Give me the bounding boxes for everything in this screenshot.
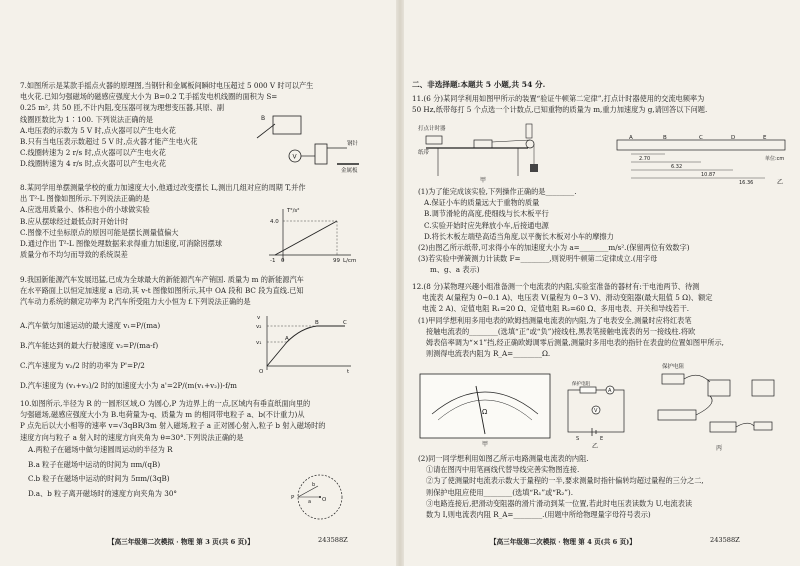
- question-11: [412, 93, 707, 115]
- q9-option-d: D.汽车速度为 (v₁+v₂)/2 时的加速度大小为 a'=2P/(m(v₁+v₂))-f/m: [20, 381, 237, 390]
- q9-options: [20, 316, 237, 396]
- b-label: B: [261, 115, 266, 122]
- dim-ad: 10.87: [701, 172, 716, 178]
- v-label: v: [257, 315, 261, 321]
- t-label: t: [347, 369, 350, 375]
- tick-99: 99: [333, 258, 340, 264]
- crank: [257, 124, 275, 138]
- meter-case: [420, 374, 550, 438]
- q12-line: 电流 2 A)、定值电阻 R₁=20 Ω、定值电阻 R₂=60 Ω、多用电表、开关和导线若干.: [422, 304, 690, 314]
- q9-option-c: C.汽车速度为 v₂/2 时的功率为 P'=P/2: [20, 361, 145, 370]
- cart: [474, 140, 492, 148]
- protect-label: 保护电阻: [572, 382, 590, 387]
- q9-line: 汽车动力系统的额定功率为 P,汽车所受阻力大小恒为 f.下列说法正确的是: [20, 297, 251, 307]
- voltmeter-label: V: [292, 153, 297, 161]
- q7-line: 7.如图所示是某款手摇点火器的原理图,当钢针和金属板间瞬时电压超过 5 000 V 时可以产生: [20, 81, 314, 90]
- q10-line: 10.如图所示,半径为 R 的一圆形区域,O 为圆心,P 为边界上的一点,区域内有垂直纸面向里的: [20, 399, 311, 408]
- generator-coil: [273, 116, 301, 134]
- resistor-box: [662, 374, 684, 384]
- q12-part-1: (1)甲同学想利用多用电表的欧姆挡测量电流表的内阻,为了电表安全,测量时应将红表笔: [418, 315, 692, 325]
- point-b: B: [315, 320, 319, 326]
- unit-label: 单位:cm: [765, 156, 785, 162]
- q10-line: P 点先后以大小相等的速率 v=√3qBR/3m 射入磁场,粒子 a 正对圆心射入,粒子 b 射入磁场时的: [20, 421, 326, 431]
- q12-part-2-c: ③电路连接后,把滑动变阻器的滑片滑动到某一位置,若此时电压表读数为 U,电流表读: [426, 498, 693, 508]
- fig-yi: 乙: [592, 443, 599, 450]
- igniter-circuit-diagram: [255, 112, 365, 172]
- q8-line: 8.某同学用单摆测量学校的重力加速度大小,他通过改变摆长 L,测出几组对应的周期 T,并作: [20, 183, 306, 192]
- fig-yi: 乙: [777, 179, 784, 186]
- q12-line: 姆表倍率调为“×1”挡,经正确欧姆调零后测量,测量时多用电表的指针在表盘的位置如图甲所示,: [426, 338, 724, 348]
- q11-part-1: (1)为了能完成该实验,下列操作正确的是________.: [418, 187, 577, 196]
- q10-option-a: A.两粒子在磁场中做匀速圆周运动的半径为 R: [28, 445, 173, 454]
- footer-text: 【高三年级第二次模拟 · 物理 第 3 页(共 6 页)】: [108, 538, 254, 546]
- point-c: C: [343, 320, 347, 326]
- q11-part-2: (2)由图乙所示纸带,可求得小车的加速度大小为 a=________m/s².(保留两位有效数字): [418, 243, 690, 253]
- q10-options: [28, 443, 177, 501]
- q12-part-2-b-cont: 则保护电阻应使用________(选填“R₁”或“R₂”).: [426, 487, 573, 497]
- tick-0: 0: [281, 258, 285, 264]
- q12-part-2: [418, 453, 704, 520]
- pt-a: A: [629, 135, 633, 141]
- right-footer: [490, 536, 636, 546]
- v-t-graph: [255, 312, 355, 374]
- q12-line: 接触电流表的________(选填“正”或“负”)接线柱,黑表笔接触电流表的另一接线柱.将欧: [426, 326, 696, 336]
- pulley: [526, 140, 534, 148]
- question-9: [20, 274, 304, 308]
- physical-wiring-figure: [648, 360, 793, 452]
- q7-option-d: D.线圈转速为 4 r/s 时,点火器可以产生电火花: [20, 159, 167, 169]
- ohmmeter-dial-figure: [420, 374, 552, 446]
- origin: O: [259, 369, 264, 375]
- fig-bing: 丙: [716, 445, 723, 452]
- pt-b: B: [663, 135, 667, 141]
- data-line: [275, 221, 337, 255]
- fig-jia: 甲: [482, 441, 489, 448]
- meter-v: [752, 380, 774, 396]
- q7-option-b: B.只有当电压表示数超过 5 V 时,点火器才能产生电火花: [20, 137, 198, 147]
- tick-neg1: -1: [270, 258, 276, 264]
- q10-line: 速度方向与粒子 a 射入时的速度方向夹角为 θ=30°.下列说法正确的是: [20, 432, 244, 442]
- tape-label: 纸带: [418, 150, 430, 156]
- x-axis-label: L/cm: [343, 258, 357, 264]
- tick-4: 4.0: [270, 219, 279, 225]
- section-title: 二、非选择题:本题共 5 小题,共 54 分.: [412, 80, 546, 89]
- q12-part-2-title: (2)同一同学想利用如图乙所示电路测量电流表的内阻.: [418, 454, 589, 463]
- v-curve: [267, 326, 345, 366]
- paper-tape-figure: [615, 136, 795, 184]
- s-label: S: [576, 436, 580, 442]
- q8-option-d-cont: 质量分布不均匀而导致的系统误差: [20, 250, 128, 260]
- v2-label: v₂: [256, 324, 262, 330]
- q8-option-c: C.图像不过坐标原点的原因可能是摆长测量值偏大: [20, 227, 179, 237]
- q12-part-2-b: ②为了使测量时电流表示数大于量程的一半,要求测量时指针偏转均超过量程的三分之二,: [426, 476, 704, 486]
- pt-e: E: [763, 135, 767, 141]
- spring-scale: [526, 124, 532, 138]
- q11-line: 50 Hz,纸带每打 5 个点选一个计数点,已知重物的质量为 m,重力加速度为 g,请回答以下问题.: [412, 105, 708, 115]
- tape: [617, 140, 785, 150]
- right-footer-code: 243588Z: [710, 536, 740, 544]
- label-b: b: [312, 482, 316, 488]
- q10-line: 匀强磁场,磁感应强度大小为 B.电荷量为-q、质量为 m 的相同带电粒子 a、b(不计重力)从: [20, 410, 305, 420]
- q8-option-d: D.通过作出 T²-L 图像处理数据来求得重力加速度,可消除因摆球: [20, 239, 223, 249]
- q11-line: 11.(6 分)某同学利用如图甲所示的装置“验证牛顿第二定律”,打点计时器使用的交流电频率为: [412, 94, 705, 103]
- point-a: A: [285, 336, 289, 342]
- magnetic-field-circle: [290, 472, 350, 522]
- circuit-schematic: [562, 384, 632, 448]
- q12-part-2-c-cont: 数为 I,则电流表内阻 R_A=________.(用题中所给物理量字母符号表示): [426, 510, 651, 520]
- question-12: [412, 281, 724, 359]
- q8-option-b: B.应从摆球经过最低点时开始计时: [20, 216, 129, 226]
- left-footer: [108, 536, 254, 546]
- timer: [426, 136, 442, 144]
- battery-pack: [710, 422, 736, 432]
- left-footer-code: 243588Z: [318, 536, 348, 544]
- q11-option-d: D.将长木板左端垫高适当角度,以平衡长木板对小车的摩擦力: [424, 231, 614, 241]
- transformer: [315, 144, 327, 164]
- q12-line: 12.(8 分)某物理兴趣小组准备测一个电流表的内阻,实验室准备的器材有:干电池两节、待测: [412, 282, 700, 291]
- pt-d: D: [731, 135, 736, 141]
- needle-label: 钢针: [347, 141, 359, 147]
- dim-ab: 2.70: [639, 156, 651, 162]
- right-page: [400, 0, 800, 566]
- question-8: [20, 182, 306, 260]
- weight: [530, 164, 538, 172]
- wire: [736, 423, 754, 427]
- question-10: [20, 398, 325, 443]
- plate-label: 金属板: [341, 168, 358, 174]
- q12-line: 电流表 A(量程为 0~0.1 A)、电压表 V(量程为 0~3 V)、滑动变阻器(最大阻值 5 Ω)、额定: [422, 293, 713, 303]
- q9-option-b: B.汽车能达到的最大行驶速度 v₂=P/(ma-f): [20, 341, 159, 350]
- q7-option-a: A.电压表的示数为 5 V 时,点火器可以产生电火花: [20, 125, 176, 135]
- q11-subquestions: [418, 186, 690, 276]
- q11-option-b: B.调节滑轮的高度,使细线与长木板平行: [424, 209, 549, 219]
- q7-option-c: C.线圈转速为 2 r/s 时,点火器可以产生电火花: [20, 148, 166, 158]
- q8-line: 出 T²-L 图像如图所示.下列说法正确的是: [20, 194, 150, 204]
- fig-jia: 甲: [480, 177, 487, 184]
- t2-l-graph: [265, 205, 355, 265]
- protect-resistor: [580, 387, 596, 393]
- q12-part-2-a: ①请在图丙中用笔画线代替导线完善实物图连接.: [426, 465, 580, 475]
- label-p: P: [291, 495, 295, 501]
- wire: [696, 396, 712, 415]
- timer-label: 打点计时器: [418, 126, 446, 132]
- string: [492, 140, 530, 142]
- ammeter-label: A: [608, 388, 612, 394]
- pt-c: C: [699, 135, 703, 141]
- v1-label: v₁: [256, 340, 262, 346]
- q11-apparatus-figure: [418, 120, 548, 182]
- y-axis-label: T²/s²: [287, 208, 300, 214]
- q9-line: 在水平路面上以恒定加速度 a 启动,其 v-t 图像如图所示,其中 OA 段和 BC 段为直线.已知: [20, 286, 304, 296]
- switch: [754, 422, 772, 430]
- q7-line: 电火花.已知匀强磁场的磁感应强度大小为 B=0.2 T,手摇发电机线圈的面积为 S=: [20, 92, 278, 102]
- voltmeter-label: V: [594, 408, 598, 414]
- q8-option-a: A.应选用质量小、体积也小的小球做实验: [20, 205, 150, 215]
- e-label: E: [600, 436, 604, 442]
- dim-ae: 16.36: [739, 180, 754, 186]
- q12-line: 则测得电流表内阻为 R_A=________Ω.: [426, 349, 551, 359]
- footer-text: 【高三年级第二次模拟 · 物理 第 4 页(共 6 页)】: [490, 538, 636, 546]
- q11-option-a: A.保证小车的质量远大于重物的质量: [424, 198, 540, 208]
- meter-a: [708, 380, 730, 396]
- ohm-symbol: Ω: [482, 408, 488, 416]
- q9-option-a: A.汽车做匀加速运动的最大速度 v₁=P/(ma): [20, 321, 161, 330]
- protect-label: 保护电阻: [662, 364, 685, 370]
- q10-option-d: D.a、b 粒子离开磁场时的速度方向夹角为 30°: [28, 488, 177, 498]
- dim-ac: 6.32: [671, 164, 683, 170]
- label-o: O: [322, 497, 327, 503]
- q10-option-b: B.a 粒子在磁场中运动的时间为 πm/(qB): [28, 459, 161, 469]
- q9-line: 9.我国新能源汽车发展迅猛,已成为全球最大的新能源汽车产销国. 质量为 m 的新能源汽车: [20, 275, 304, 284]
- q10-option-c: C.b 粒子在磁场中运动的时间为 5πm/(3qB): [28, 474, 170, 483]
- rheostat: [658, 410, 696, 420]
- q11-part-3-cont: m、g、a 表示): [430, 265, 480, 275]
- q7-line: 线圈匝数比为 1∶100. 下列说法正确的是: [20, 114, 153, 124]
- q7-line: 0.25 m², 共 50 匝,不计内阻,变压器可视为理想变压器,其原、副: [20, 103, 225, 113]
- q11-part-3: (3)若实验中弹簧测力计读数 F=________,则说明牛顿第二定律成立.(用字母: [418, 254, 658, 264]
- label-a: a: [308, 499, 312, 505]
- q11-option-c: C.实验开始时应先释放小车,后接通电源: [424, 220, 549, 230]
- wire: [684, 375, 710, 382]
